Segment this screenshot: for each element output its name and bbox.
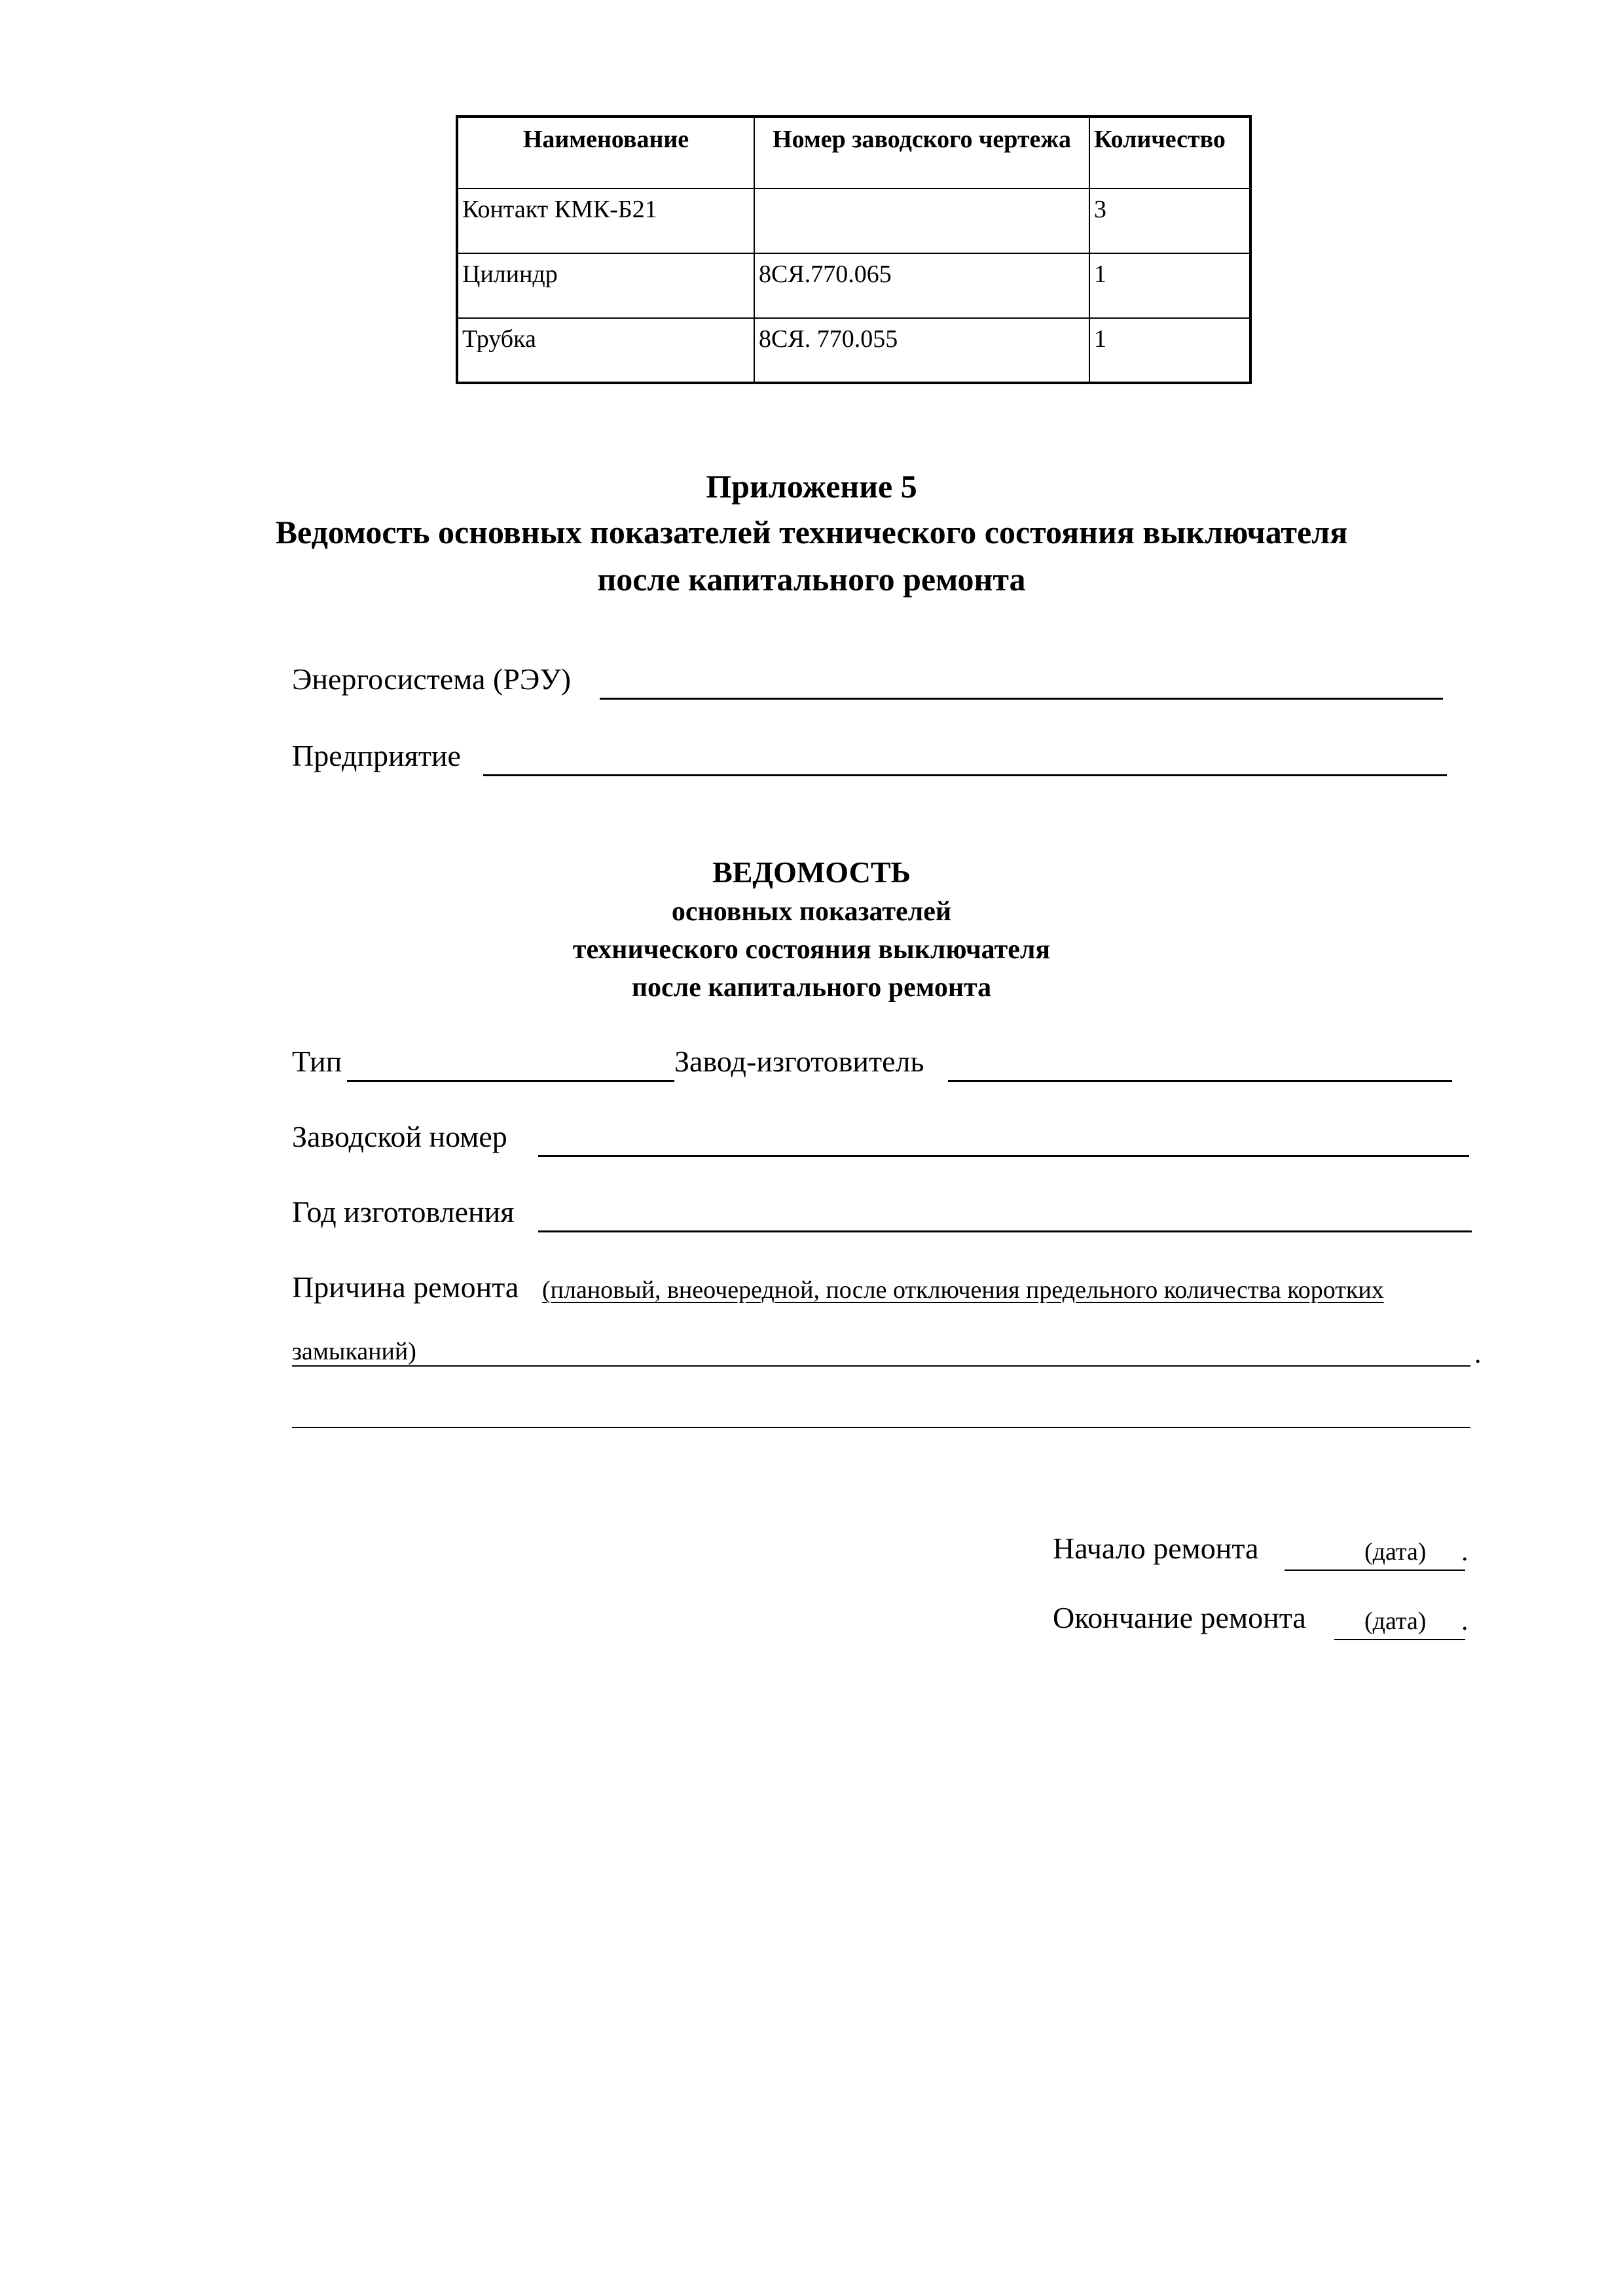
cell-name: Контакт КМК-Б21 (457, 188, 754, 253)
repair-reason-hint-line2: замыканий) (292, 1338, 416, 1365)
form-title: ВЕДОМОСТЬ (712, 855, 911, 889)
repair-start-label: Начало ремонта (1053, 1532, 1259, 1565)
year-field[interactable] (538, 1230, 1472, 1232)
table-row (457, 318, 1250, 383)
repair-reason-field[interactable] (292, 1365, 1470, 1367)
col-header-drawing-number: Номер заводского чертежа (754, 117, 1089, 188)
enterprise-label: Предприятие (292, 739, 461, 772)
repair-end-period: . (1461, 1606, 1468, 1636)
parts-table (456, 115, 1252, 384)
cell-drawing-number: 8СЯ.770.065 (754, 253, 1089, 318)
form-subtitle-line2: технического состояния выключателя (572, 935, 1051, 965)
energy-system-field[interactable] (600, 698, 1443, 700)
cell-drawing-number (754, 188, 1089, 253)
serial-number-label: Заводской номер (292, 1120, 507, 1153)
cell-quantity: 1 (1089, 318, 1250, 383)
cell-name: Трубка (457, 318, 754, 383)
repair-start-hint: (дата) (1364, 1538, 1427, 1566)
cell-quantity: 1 (1089, 253, 1250, 318)
repair-reason-field-extra[interactable] (292, 1427, 1470, 1428)
repair-end-field[interactable] (1334, 1639, 1465, 1640)
form-subtitle-line1: основных показателей (671, 897, 952, 927)
cell-name: Цилиндр (457, 253, 754, 318)
appendix-title-line1: Ведомость основных показателей технического состояния выключателя (275, 514, 1348, 550)
serial-number-field[interactable] (538, 1155, 1469, 1157)
repair-start-period: . (1461, 1537, 1468, 1567)
reason-period: . (1474, 1339, 1482, 1369)
enterprise-field[interactable] (483, 774, 1447, 776)
cell-quantity: 3 (1089, 188, 1250, 253)
energy-system-label: Энергосистема (РЭУ) (292, 662, 572, 696)
cell-drawing-number: 8СЯ. 770.055 (754, 318, 1089, 383)
year-label: Год изготовления (292, 1195, 515, 1229)
col-header-quantity: Количество (1089, 117, 1250, 188)
manufacturer-label: Завод-изготовитель (674, 1045, 924, 1078)
type-field[interactable] (347, 1080, 674, 1082)
table-row (457, 188, 1250, 253)
manufacturer-field[interactable] (948, 1080, 1452, 1082)
form-subtitle-line3: после капитального ремонта (631, 973, 992, 1003)
repair-end-label: Окончание ремонта (1053, 1601, 1306, 1634)
appendix-title-line2: после капитального ремонта (597, 561, 1026, 598)
type-label: Тип (292, 1045, 342, 1078)
repair-end-hint: (дата) (1364, 1607, 1427, 1635)
table-header-row (457, 117, 1250, 188)
appendix-label: Приложение 5 (706, 468, 917, 505)
repair-reason-label: Причина ремонта (292, 1270, 519, 1304)
repair-start-field[interactable] (1285, 1570, 1465, 1571)
table-row (457, 253, 1250, 318)
col-header-name: Наименование (457, 117, 754, 188)
repair-reason-hint: (плановый, внеочередной, после отключения предельного количества коротких (542, 1276, 1384, 1304)
